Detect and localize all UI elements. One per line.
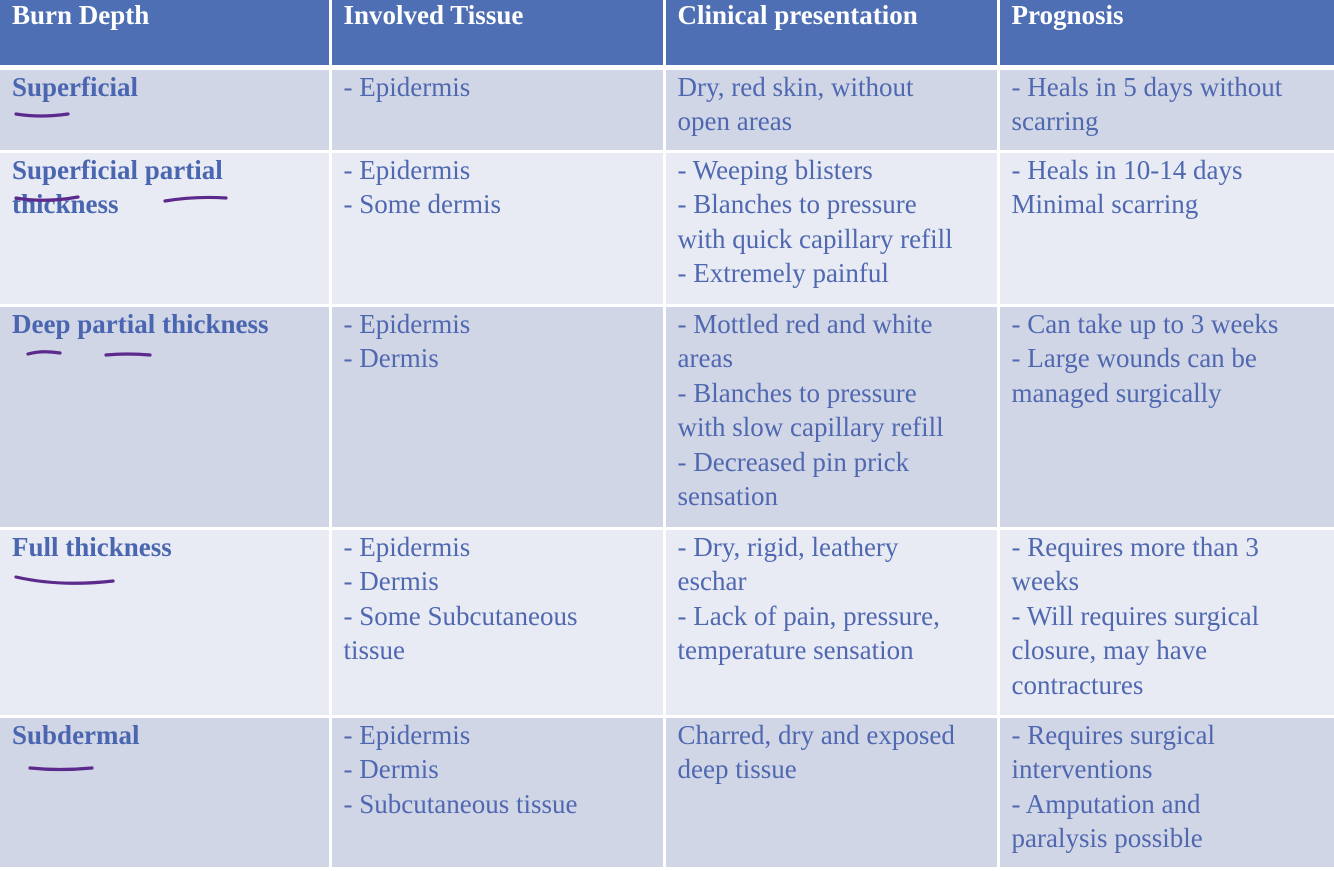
cell-line: - Dermis xyxy=(343,343,439,374)
cell-line: - Epidermis xyxy=(343,719,471,750)
cell-line: - Epidermis xyxy=(343,531,471,562)
cell-line: - Will requires surgical xyxy=(1011,600,1260,631)
cell-line: - Blanches to pressure xyxy=(677,377,917,408)
cell-line: weeks xyxy=(1011,566,1079,597)
cell-line: scarring xyxy=(1011,106,1099,137)
cell-line: - Subcutaneous tissue xyxy=(343,788,578,819)
cell-line: - Heals in 5 days without xyxy=(1011,71,1283,102)
cell-line: - Some Subcutaneous xyxy=(343,600,578,631)
cell-line: Minimal scarring xyxy=(1011,189,1199,220)
prognosis-cell xyxy=(998,151,1334,305)
clinical-cell xyxy=(664,151,998,305)
tissue-cell xyxy=(330,151,664,305)
tissue-cell xyxy=(330,305,664,528)
cell-line: with slow capillary refill xyxy=(677,412,944,443)
tissue-cell xyxy=(330,67,664,151)
cell-line: Superficial xyxy=(12,71,138,102)
header-clinical-presentation: Clinical presentation xyxy=(664,0,998,67)
cell-line: - Lack of pain, pressure, xyxy=(677,600,940,631)
clinical-cell xyxy=(664,528,998,716)
depth-cell xyxy=(0,151,330,305)
table-row xyxy=(0,151,1334,305)
cell-line: contractures xyxy=(1011,669,1144,700)
cell-line: interventions xyxy=(1011,754,1153,785)
cell-line: Dry, red skin, without xyxy=(677,71,914,102)
prognosis-cell xyxy=(998,528,1334,716)
cell-line: - Some dermis xyxy=(343,189,501,220)
header-burn-depth: Burn Depth xyxy=(0,0,330,67)
clinical-cell xyxy=(664,305,998,528)
tissue-cell xyxy=(330,716,664,868)
cell-line: closure, may have xyxy=(1011,635,1208,666)
cell-line: tissue xyxy=(343,635,406,666)
cell-line: - Blanches to pressure xyxy=(677,189,917,220)
cell-line: thickness xyxy=(12,189,119,220)
cell-line: - Extremely painful xyxy=(677,258,889,289)
cell-line: managed surgically xyxy=(1011,377,1222,408)
clinical-cell xyxy=(664,716,998,868)
cell-line: eschar xyxy=(677,566,747,597)
cell-line: - Dermis xyxy=(343,566,439,597)
prognosis-cell xyxy=(998,67,1334,151)
prognosis-cell xyxy=(998,716,1334,868)
cell-line: paralysis possible xyxy=(1011,823,1203,854)
cell-line: - Dermis xyxy=(343,754,439,785)
depth-cell xyxy=(0,305,330,528)
header-prognosis: Prognosis xyxy=(998,0,1334,67)
cell-line: - Requires more than 3 xyxy=(1011,531,1259,562)
table-row xyxy=(0,67,1334,151)
cell-line: - Can take up to 3 weeks xyxy=(1011,308,1279,339)
cell-line: - Heals in 10-14 days xyxy=(1011,154,1243,185)
cell-line: Subdermal xyxy=(12,719,140,750)
cell-line: sensation xyxy=(677,481,778,512)
table-row xyxy=(0,716,1334,868)
cell-line: Full thickness xyxy=(12,531,172,562)
cell-line: - Decreased pin prick xyxy=(677,446,910,477)
cell-line: areas xyxy=(677,343,733,374)
cell-line: - Mottled red and white xyxy=(677,308,933,339)
cell-line: Superficial partial xyxy=(12,154,223,185)
cell-line: - Weeping blisters xyxy=(677,154,873,185)
prognosis-cell xyxy=(998,305,1334,528)
cell-line: - Epidermis xyxy=(343,71,471,102)
cell-line: - Epidermis xyxy=(343,308,471,339)
depth-cell xyxy=(0,716,330,868)
cell-line: - Dry, rigid, leathery xyxy=(677,531,899,562)
tissue-cell xyxy=(330,528,664,716)
cell-line: - Epidermis xyxy=(343,154,471,185)
depth-cell xyxy=(0,528,330,716)
cell-line: with quick capillary refill xyxy=(677,223,953,254)
table-row xyxy=(0,305,1334,528)
cell-line: temperature sensation xyxy=(677,635,914,666)
cell-line: - Large wounds can be xyxy=(1011,343,1257,374)
table-row xyxy=(0,528,1334,716)
cell-line: - Amputation and xyxy=(1011,788,1201,819)
header-row xyxy=(0,0,1334,67)
cell-line: open areas xyxy=(677,106,793,137)
cell-line: Charred, dry and exposed xyxy=(677,719,955,750)
cell-line: deep tissue xyxy=(677,754,797,785)
cell-line: - Requires surgical xyxy=(1011,719,1215,750)
header-involved-tissue: Involved Tissue xyxy=(330,0,664,67)
depth-cell xyxy=(0,67,330,151)
clinical-cell xyxy=(664,67,998,151)
cell-line: Deep partial thickness xyxy=(12,308,269,339)
